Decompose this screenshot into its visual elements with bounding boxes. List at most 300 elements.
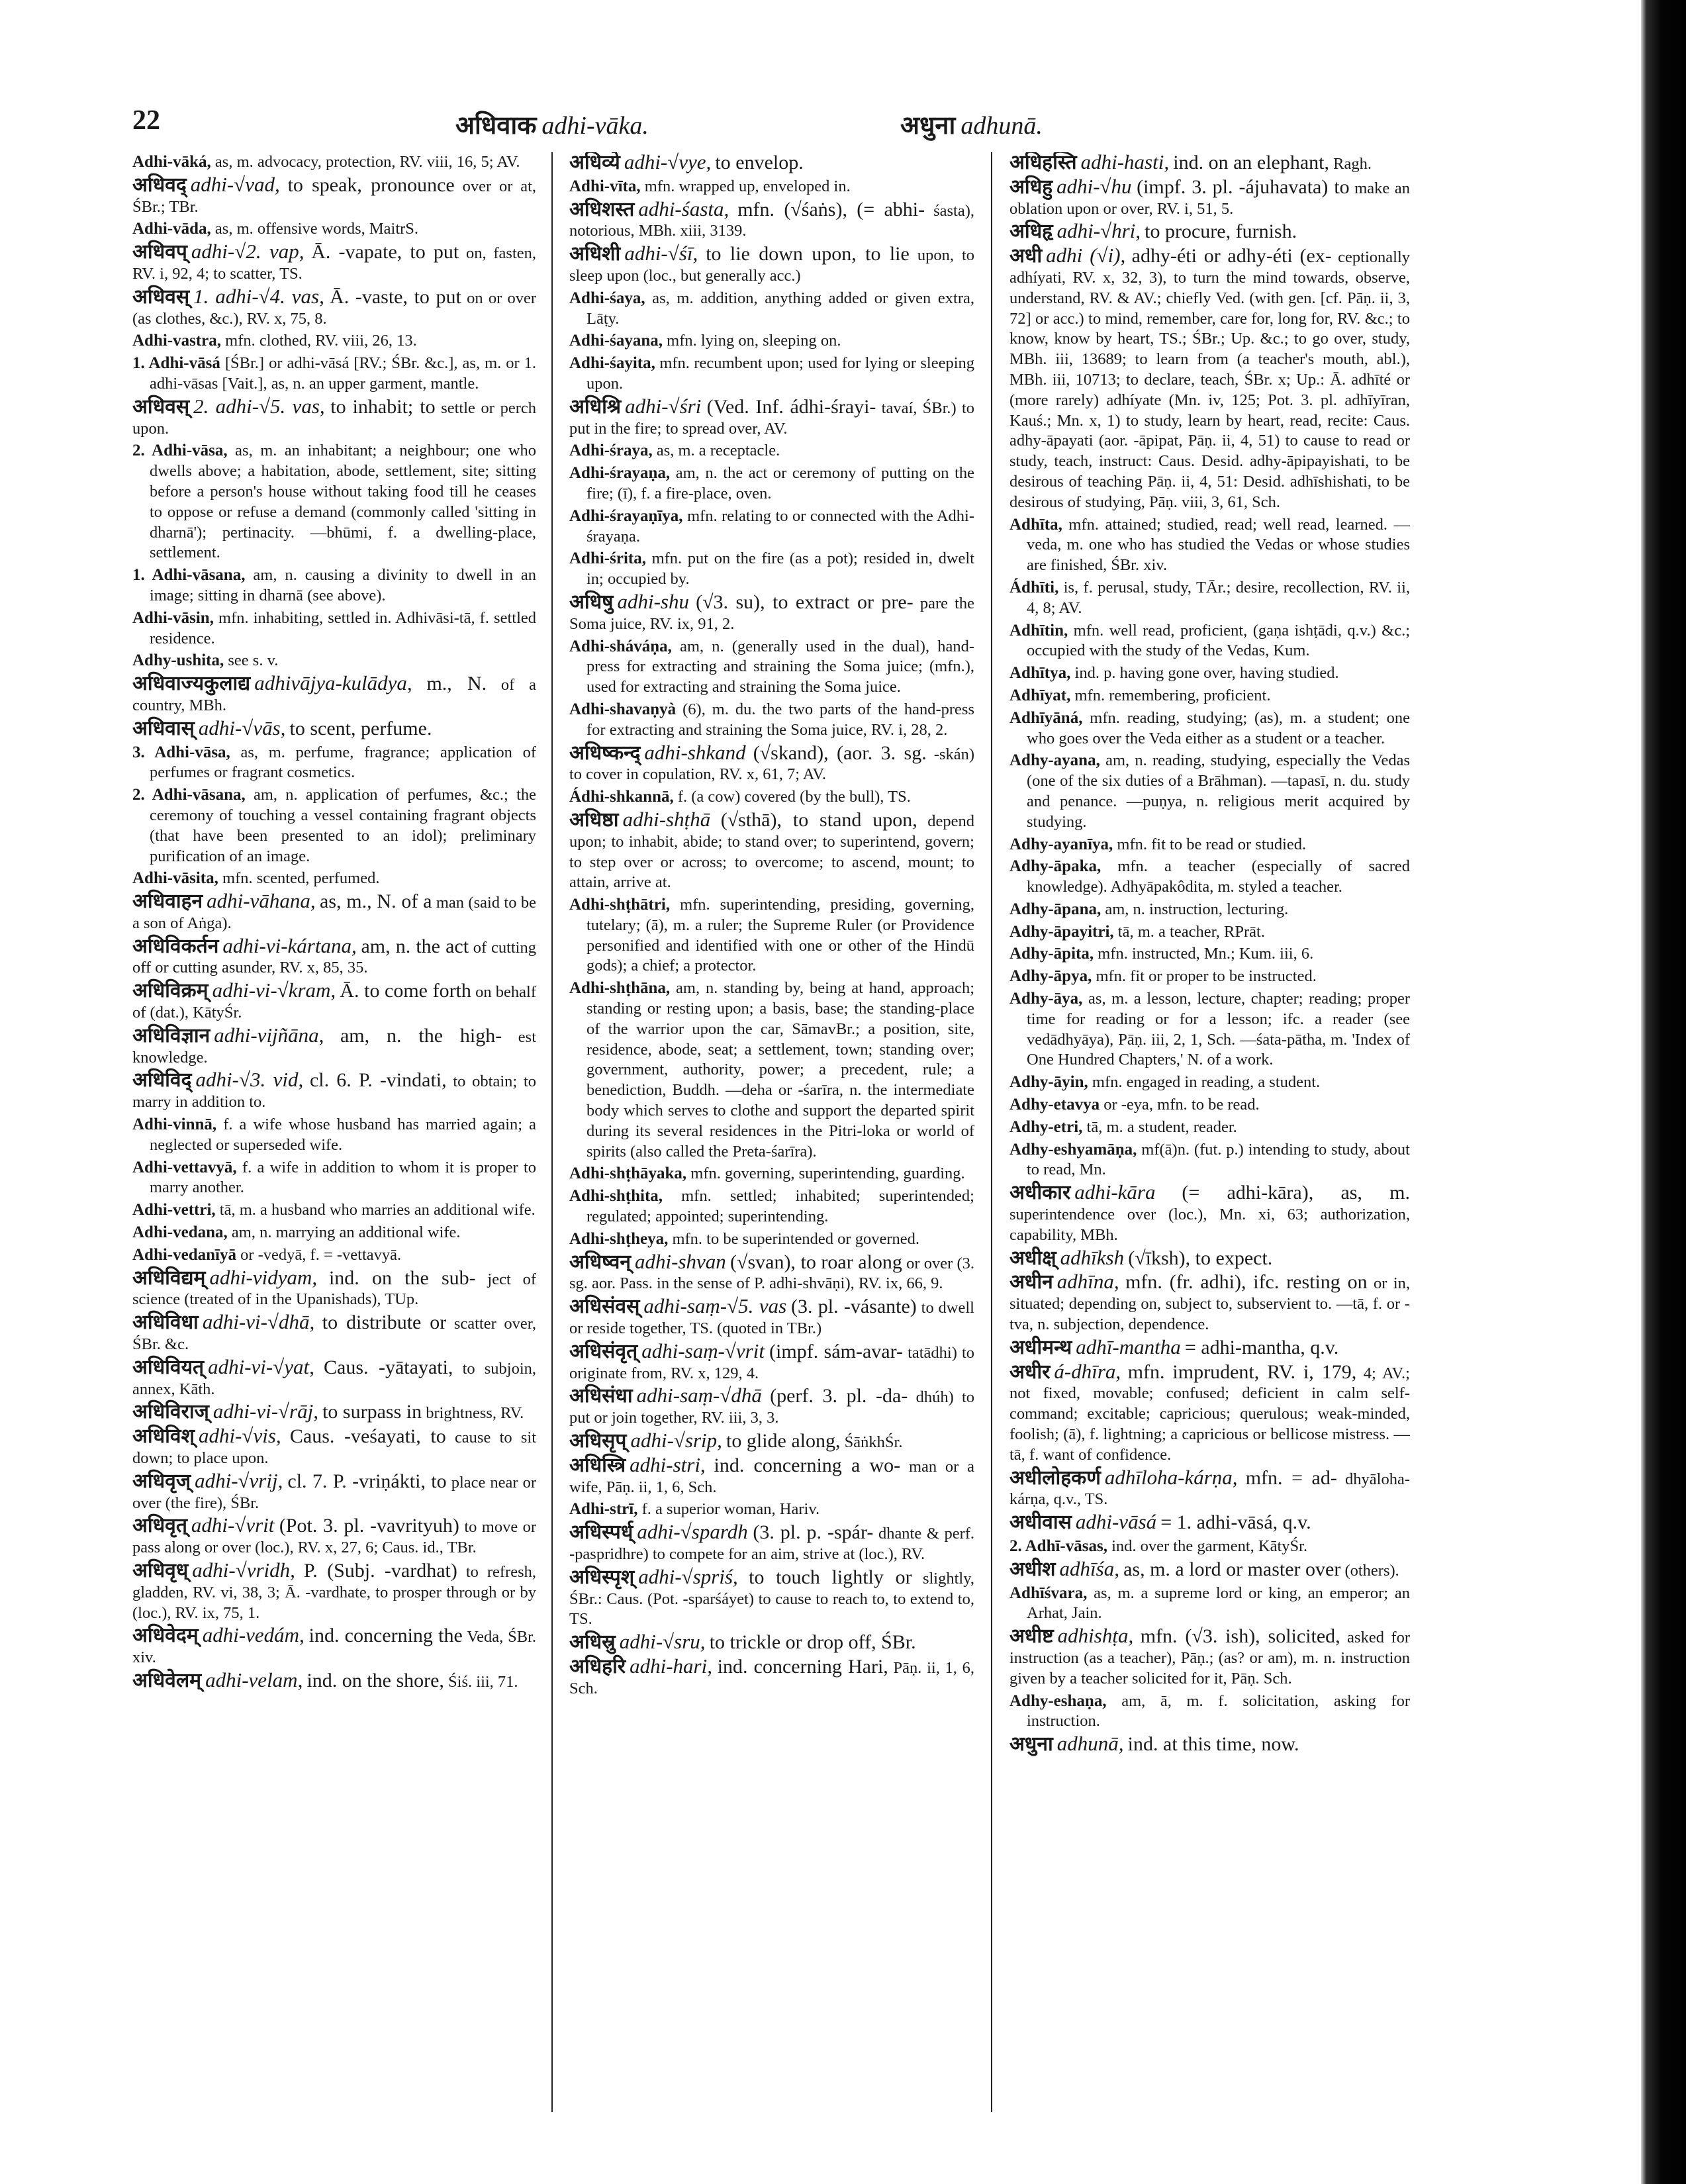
entry-continuation: Pāṇ. ii, 1, 6, Sch. [569, 1658, 974, 1697]
subentry-headword: Adhi-vāká, [132, 153, 211, 171]
entry-continuation: depend upon; to inhabit, abide; to stand over; to superintend, govern; to step over or across; to overcome; to ascend, mount; to attain, arrive at. [569, 812, 974, 892]
subentry [569, 1499, 974, 1520]
entry-definition: m., N. [426, 673, 487, 695]
devanagari-headword: अधिवेदम् [132, 1625, 199, 1647]
devanagari-headword: अधिविराज् [132, 1401, 209, 1423]
subentry-headword: Adhy-āpana, [1009, 900, 1101, 918]
transliterated-headword: adhi-vāhana, [207, 889, 316, 913]
entry-continuation: settle or perch upon. [132, 399, 536, 438]
entry-continuation: or in, situated; depending on, subject to, subservient to. —tā, f. or -tva, n. subjection, dependence. [1009, 1274, 1410, 1334]
subentry-text: mfn. governing, superintending, guarding. [690, 1164, 965, 1183]
subentry-headword: Adhi-shṭheya, [569, 1229, 669, 1248]
subentry-text: mfn. attained; studied, read; well read, learned. —veda, m. one who has studied the Vedas or whose studies are finished, ŚBr. xiv. [1027, 515, 1410, 575]
headword-entry [132, 1625, 536, 1668]
subentry-headword: Adhi-śaya, [569, 289, 645, 307]
column-3 [1009, 152, 1410, 2118]
headword-entry [132, 891, 536, 934]
subentry [1009, 1537, 1410, 1557]
subentry-text: ind. over the garment, KātyŚr. [1111, 1537, 1308, 1555]
subentry-headword: Adhy-āpaka, [1009, 857, 1101, 876]
devanagari-headword: अधिष्वन् [569, 1251, 632, 1273]
subentry-text: mfn. clothed, RV. viii, 26, 13. [225, 332, 417, 350]
devanagari-headword: अधी [1009, 245, 1043, 267]
headword-entry [569, 1386, 974, 1429]
transliterated-headword: adhi-vijñāna, [214, 1023, 324, 1047]
entry-definition: mfn. (√śaṅs), (= abhi- [737, 198, 925, 220]
entry-definition: am, n. the high- [340, 1024, 502, 1047]
subentry [132, 1200, 536, 1221]
subentry-text: as, m. an inhabitant; a neighbour; one who dwells above; a habitation, abode, settlement, site; sitting before a person's house without taking food till he ceases to oppose or refuse a demand (commonly called 'sitting in dharnā'); pertinacity. —bhūmi, f. a dwelling-place, settlement. [150, 442, 536, 562]
entry-continuation: dhyāloha-kárṇa, q.v., TS. [1009, 1470, 1410, 1509]
devanagari-headword: अधिवृज् [132, 1470, 191, 1492]
entry-definition: to distribute or [322, 1311, 447, 1334]
transliterated-headword: adhi-vi-√yat, [208, 1354, 314, 1378]
subentry [132, 869, 536, 889]
subentry-text: as, m. perfume, fragrance; application of perfumes or fragrant cosmetics. [150, 743, 536, 782]
devanagari-headword: अधिवियत् [132, 1356, 205, 1378]
entry-definition: ind. at this time, now. [1127, 1733, 1299, 1756]
subentry-text: f. a superior woman, Hariv. [641, 1500, 820, 1519]
transliterated-headword: adhīksh [1060, 1245, 1125, 1269]
subentry [132, 651, 536, 671]
subentry-headword: Adhītya, [1009, 664, 1071, 683]
devanagari-headword: अधिविकर्तन [132, 935, 219, 957]
entry-definition: to glide along, [726, 1430, 841, 1452]
headword-entry [569, 1249, 974, 1295]
entry-continuation: on behalf of (dat.), KātyŚr. [132, 983, 536, 1022]
entry-definition: (√sthā), to stand upon, [720, 808, 917, 831]
subentry [569, 549, 974, 590]
header-last-entry [900, 107, 1043, 142]
headword-entry [1009, 1182, 1410, 1245]
subentry-text: f. a wife whose husband has married again; a neglected or superseded wife. [150, 1116, 536, 1154]
entry-definition: (√īksh), to expect. [1128, 1247, 1273, 1269]
entry-continuation: to refresh, gladden, RV. vi, 38, 3; Ā. -vardhate, to prosper through or by (loc.), RV. ix, 75, 1. [132, 1563, 536, 1622]
headword-entry [1009, 221, 1410, 244]
devanagari-headword: अधिविद्यम् [132, 1266, 206, 1289]
entry-continuation: (others). [1344, 1561, 1399, 1580]
transliterated-headword: adhi-√hri, [1056, 219, 1141, 243]
devanagari-headword: अधिवृध् [132, 1560, 189, 1582]
subentry-headword: 3. Adhi-vāsa, [132, 743, 230, 761]
devanagari-headword: अधिसंधा [569, 1385, 633, 1407]
entry-definition: P. (Subj. -vardhat) [303, 1560, 457, 1582]
subentry-headword: 1. Adhi-vāsana, [132, 566, 246, 585]
subentry-headword: Adhy-āpita, [1009, 945, 1094, 963]
transliterated-headword: adhi-√3. vid, [195, 1068, 304, 1092]
transliterated-headword: adhi-saṃ-√vrit [641, 1339, 765, 1362]
transliterated-headword: adhi-vi-√kram, [212, 978, 336, 1002]
subentry [569, 441, 974, 461]
headword-entry [1009, 1465, 1410, 1511]
devanagari-headword: अधिवाज्यकुलाद्य [132, 673, 251, 695]
devanagari-headword: अधिविद् [132, 1069, 192, 1092]
subentry-headword: Adhīta, [1009, 515, 1062, 534]
subentry-headword: Adhy-ushita, [132, 651, 224, 670]
headword-entry [1009, 1337, 1410, 1360]
devanagari-headword: अधिसंवृत् [569, 1340, 638, 1362]
entry-definition: ind. on the shore, [306, 1669, 444, 1691]
devanagari-headword: अधीक्ष् [1009, 1247, 1056, 1269]
entry-continuation: Veda, ŚBr. xiv. [132, 1628, 536, 1667]
devanagari-headword: अधिस्रु [569, 1631, 616, 1654]
headword-entry [132, 1401, 536, 1424]
subentry [1009, 621, 1410, 662]
subentry-text: mfn. superintending, presiding, governing, tutelary; (ā), m. a ruler; the Supreme Ruler (or Providence personified and identified with one or other of the Hindū gods); a chief; a protector. [586, 896, 974, 975]
subentry-text: f. a wife in addition to whom it is proper to marry another. [150, 1158, 536, 1197]
subentry-headword: Adhy-etri, [1009, 1117, 1083, 1136]
devanagari-headword: अधिसंवस् [569, 1296, 640, 1318]
transliterated-headword: adhi-√vad, [190, 172, 280, 196]
transliterated-headword: 2. adhi-√5. vas, [193, 394, 325, 418]
subentry-headword: Adhi-vedana, [132, 1223, 228, 1242]
subentry-headword: Adhy-ayana, [1009, 751, 1100, 770]
entry-definition: mfn. (√3. ish), solicited, [1140, 1625, 1340, 1648]
entry-definition: to procure, furnish. [1145, 220, 1297, 243]
subentry [132, 152, 536, 173]
subentry [132, 743, 536, 784]
headword-entry [569, 589, 974, 635]
subentry-headword: Adhi-sháváṇa, [569, 637, 672, 655]
headword-entry [132, 172, 536, 218]
subentry [1009, 1095, 1410, 1116]
entry-definition: to surpass in [322, 1401, 422, 1423]
subentry-headword: Adhi-śrita, [569, 549, 646, 568]
subentry [1009, 922, 1410, 943]
devanagari-headword: अधीवास [1009, 1511, 1072, 1534]
subentry-headword: Adhy-etavya [1009, 1096, 1100, 1114]
headword-entry [1009, 1626, 1410, 1689]
headword-entry [1009, 1512, 1410, 1535]
entry-definition: (= adhi-kāra), as, m. [1182, 1182, 1410, 1204]
entry-continuation: ŚāṅkhŚr. [844, 1433, 903, 1452]
entry-definition: mfn. imprudent, RV. i, 179, [1127, 1360, 1357, 1383]
headword-entry [569, 807, 974, 893]
subentry-text: mfn. engaged in reading, a student. [1092, 1073, 1321, 1092]
headword-entry [132, 1354, 536, 1400]
entry-continuation: to obtain; to marry in addition to. [132, 1072, 536, 1112]
devanagari-headword: अधीमन्थ [1009, 1336, 1072, 1358]
headword-entry [132, 242, 536, 285]
headword-entry [569, 1296, 974, 1339]
entry-definition: Ā. to come forth [340, 980, 471, 1002]
subentry-text: see s. v. [228, 651, 279, 670]
subentry-text: mfn. remembering, proficient. [1074, 686, 1271, 704]
entry-definition: Ā. -vapate, to put [311, 241, 459, 263]
subentry-text: am, n. causing a divinity to dwell in an image; sitting in dharnā (see above). [150, 566, 536, 604]
subentry-text: tā, m. a husband who marries an additional wife. [219, 1201, 536, 1219]
transliterated-headword: adhi-vāsá [1075, 1510, 1157, 1534]
subentry [569, 463, 974, 504]
subentry [1009, 944, 1410, 965]
headword-entry [1009, 246, 1410, 512]
subentry-text: mfn. recumbent upon; used for lying or sleeping upon. [586, 354, 974, 393]
devanagari-headword: अधिशी [569, 243, 621, 265]
subentry-text: [ŚBr.] or adhi-vāsá [RV.; ŚBr. &c.], as, m. or 1. adhi-vāsas [Vait.], as, n. an upper garment, mantle. [150, 354, 536, 393]
subentry [132, 608, 536, 649]
entry-continuation: pare the Soma juice, RV. ix, 91, 2. [569, 594, 974, 633]
entry-continuation: upon, to sleep upon (loc., but generally acc.) [569, 246, 974, 285]
entry-continuation: make an oblation upon or over, RV. i, 51, 5. [1009, 179, 1410, 218]
subentry-headword: 2. Adhī-vāsas, [1009, 1537, 1107, 1555]
headword-entry [132, 1025, 536, 1068]
devanagari-headword: अधिविज्ञान [132, 1024, 211, 1047]
headword-entry [569, 152, 974, 175]
transliterated-headword: adhi-√hu [1056, 174, 1132, 198]
entry-continuation: on or over (as clothes, &c.), RV. x, 75, 8. [132, 289, 536, 328]
subentry [569, 787, 974, 808]
entry-continuation: of a country, MBh. [132, 676, 536, 714]
header-last-devanagari: अधुना [900, 112, 956, 140]
entry-definition: mfn. (fr. adhi), ifc. resting on [1125, 1271, 1368, 1294]
entry-definition: mfn. = ad- [1245, 1466, 1337, 1489]
entry-definition: adhy-éti or adhy-éti (ex- [1131, 245, 1332, 267]
subentry [1009, 663, 1410, 684]
headword-entry [569, 1656, 974, 1699]
headword-entry [132, 1070, 536, 1113]
entry-continuation: slightly, ŚBr.: Caus. (Pot. -sparśáyet) to cause to reach to, to extend to, TS. [569, 1569, 974, 1629]
subentry-headword: Adhi-strī, [569, 1500, 638, 1519]
subentry [569, 506, 974, 547]
devanagari-headword: अधीकार [1009, 1182, 1071, 1204]
subentry-headword: Adhi-vastra, [132, 332, 222, 350]
header-first-devanagari: अधिवाक [455, 112, 537, 140]
subentry-headword: 2. Adhi-vāsana, [132, 786, 246, 804]
transliterated-headword: adhi-√vridh, [192, 1558, 295, 1582]
entry-definition: = adhi-mantha, q.v. [1184, 1336, 1339, 1358]
transliterated-headword: adhi-velam, [205, 1668, 303, 1691]
subentry-text: am, n. the act or ceremony of putting on the fire; (ī), f. a fire-place, oven. [586, 464, 974, 502]
devanagari-headword: अधिवास् [132, 717, 195, 739]
devanagari-headword: अधिशस्त [569, 198, 635, 220]
headword-entry [569, 1632, 974, 1654]
headword-entry [569, 394, 974, 440]
headword-entry [569, 1564, 974, 1630]
subentry-headword: Adhi-vāda, [132, 220, 211, 238]
subentry [1009, 751, 1410, 832]
transliterated-headword: adhi-√śri [625, 394, 702, 418]
headword-entry [132, 933, 536, 979]
entry-definition: ind. on the sub- [328, 1266, 476, 1289]
subentry [569, 978, 974, 1162]
subentry-text: or -eya, mfn. to be read. [1103, 1096, 1260, 1114]
subentry-text: am, n. marrying an additional wife. [231, 1223, 461, 1242]
entry-definition: (impf. sám-avar- [769, 1340, 903, 1362]
entry-definition: to envelop. [715, 152, 804, 173]
subentry-headword: Adhi-vedanīyā [132, 1245, 236, 1264]
headword-entry [1009, 1359, 1410, 1466]
entry-definition: to trickle or drop off, ŚBr. [709, 1631, 916, 1654]
devanagari-headword: अधिहस्ति [1009, 152, 1077, 173]
entry-continuation: ceptionally adhíyati, RV. x, 32, 3), to turn the mind towards, observe, understand, RV. & AV.; chiefly Ved. (with gen. [cf. Pāṇ. ii, 3, 72] or acc.) to mind, remember, care for, long for, RV. &c.; to know, know by heart, TS.; ŚBr.; Up. &c.; to go over, study, MBh. iii, 13689; to learn from (a teacher's mouth, abl.), MBh. iii, 10713; to declare, teach, ŚBr. x; Up.: Ā. adhīté or (more rarely) adhíyate (Mn. iv, 125; Pot. 3. pl. adhīyīran, Kauś.; Mn. x, 1) to study, learn by heart, read, recite: Caus. adhy-āpayati (aor. -āpipat, Pāṇ. ii, 4, 51) to cause to read or study, teach, instruct: Caus. Desid. adhy-āpipayishati, to be desirous of teaching Pāṇ. ii, 4, 51: Desid. adhīshishati, to be desirous of studying, Pāṇ. viii, 3, 61, Sch. [1009, 248, 1410, 511]
column-2 [569, 152, 974, 2118]
transliterated-headword: adhi-shkand [644, 740, 746, 764]
subentry-headword: Adhi-vinnā, [132, 1116, 217, 1134]
entry-definition: Caus. -veśayati, to [289, 1425, 446, 1448]
subentry-text: am, n. reading, studying, especially the Vedas (one of the six duties of a Brāhman). —tapasī, n. du. study and penance. —puṇya, n. religious merit acquired by studying. [1027, 751, 1410, 831]
entry-definition: as, m. a lord or master over [1123, 1558, 1341, 1580]
entry-definition: ind. on an elephant, [1173, 152, 1330, 173]
devanagari-headword: अधीश [1009, 1558, 1056, 1580]
headword-entry [569, 244, 974, 287]
subentry-headword: Adhi-vāsin, [132, 608, 214, 627]
column-rule [551, 152, 553, 2112]
subentry [132, 219, 536, 240]
subentry-text: mfn. fit or proper to be instructed. [1096, 967, 1317, 986]
transliterated-headword: adhi-√2. vap, [191, 240, 304, 263]
entry-continuation: or over (3. sg. aor. Pass. in the sense of P. adhi-shvāṇi), RV. ix, 66, 9. [569, 1254, 974, 1293]
transliterated-headword: adhunā, [1056, 1732, 1124, 1756]
transliterated-headword: adhi-shvan [635, 1249, 726, 1273]
entry-continuation: place near or over (the fire), ŚBr. [132, 1473, 536, 1512]
subentry [569, 1229, 974, 1250]
transliterated-headword: adhi-√sru, [619, 1630, 706, 1654]
entry-continuation: asked for instruction (as a teacher), Pāṇ.; (as? or am), m. n. instruction given by a teacher solicited for it, Pāṇ. Sch. [1009, 1629, 1410, 1687]
entry-continuation: to move or pass along or over (loc.), RV. x, 27, 6; Caus. id., TBr. [132, 1518, 536, 1557]
headword-entry [1009, 1272, 1410, 1335]
subentry-headword: Adhi-śraya, [569, 442, 653, 460]
subentry-headword: Adhi-vettavyā, [132, 1158, 237, 1176]
headword-entry [132, 1515, 536, 1558]
subentry-text: mfn. a teacher (especially of sacred knowledge). Adhyāpakôdita, m. styled a teacher. [1027, 857, 1410, 896]
subentry [1009, 1072, 1410, 1093]
subentry [132, 331, 536, 352]
transliterated-headword: adhi-stri, [630, 1452, 706, 1476]
entry-continuation: ject of science (treated of in the Upanishads), TUp. [132, 1270, 536, 1309]
entry-continuation: over or at, ŚBr.; TBr. [132, 177, 536, 216]
transliterated-headword: á-dhīra, [1054, 1359, 1121, 1383]
subentry-text: or -vedyā, f. = -vettavyā. [240, 1245, 402, 1264]
entry-definition: am, n. the act [361, 935, 469, 957]
subentry-headword: Adhy-āpya, [1009, 967, 1092, 986]
entry-continuation: Ragh. [1333, 155, 1372, 173]
subentry-text: ind. p. having gone over, having studied. [1074, 664, 1339, 683]
page-number: 22 [132, 105, 160, 136]
entry-definition: cl. 6. P. -vindati, [309, 1069, 447, 1092]
subentry [1009, 1140, 1410, 1181]
subentry-text: am, ā, m. f. solicitation, asking for instruction. [1027, 1691, 1410, 1731]
subentry-headword: Adhi-śrayaṇa, [569, 464, 671, 483]
transliterated-headword: adhi-√spriś, [638, 1564, 738, 1588]
entry-definition: (perf. 3. pl. -da- [770, 1385, 908, 1407]
subentry [1009, 967, 1410, 987]
headword-entry [132, 1426, 536, 1469]
subentry-text: as, m. a lesson, lecture, chapter; reading; proper time for reading or for a lesson; ifc. a reader (see vedādhyāya), Pāṇ. iii, 2, 1, Sch. —śata-pātha, m. 'Index of One Hundred Chapters,' N. of a work. [1027, 990, 1410, 1069]
running-header [132, 99, 1410, 146]
headword-entry [132, 980, 536, 1023]
entry-continuation: Śiś. iii, 71. [448, 1672, 518, 1691]
entry-definition: (Pot. 3. pl. -vavrityuh) [279, 1515, 459, 1537]
headword-entry [1009, 1556, 1410, 1582]
subentry [1009, 1117, 1410, 1138]
subentry [1009, 835, 1410, 855]
subentry-headword: 2. Adhi-vāsa, [132, 442, 228, 460]
entry-definition: (impf. 3. pl. -ájuhavata) to [1137, 175, 1350, 198]
subentry [132, 1223, 536, 1243]
headword-entry [132, 284, 536, 330]
devanagari-headword: अधिश्रि [569, 395, 622, 418]
transliterated-headword: adhi-√srip, [630, 1429, 722, 1452]
subentry-text: am, n. (generally used in the dual), hand-press for extracting and straining the Soma juice; (mfn.), used for extracting and straining the Soma juice. [586, 637, 974, 696]
subentry [132, 1115, 536, 1156]
transliterated-headword: adhi-vidyam, [209, 1265, 318, 1289]
entry-continuation: superintendence over (loc.), Mn. xi, 63; authorization, capability, MBh. [1009, 1206, 1410, 1244]
headword-entry [569, 1431, 974, 1453]
subentry-headword: 1. Adhi-vāsá [132, 354, 220, 373]
transliterated-headword: adhīna, [1056, 1270, 1119, 1294]
subentry-text: mfn. relating to or connected with the Adhi-śrayaṇa. [586, 506, 974, 546]
entry-definition: to lie down upon, to lie [706, 243, 910, 265]
subentry-headword: Adhi-shṭhāna, [569, 979, 671, 998]
transliterated-headword: adhi-vi-√rāj, [212, 1400, 318, 1423]
subentry-headword: Adhīyat, [1009, 686, 1071, 704]
transliterated-headword: adhi-kāra [1074, 1180, 1156, 1204]
devanagari-headword: अधिहु [1009, 175, 1053, 198]
devanagari-headword: अधीष्ट [1009, 1625, 1054, 1648]
devanagari-headword: अधीन [1009, 1271, 1053, 1294]
entry-definition: cl. 7. P. -vriṇákti, to [287, 1470, 447, 1492]
transliterated-headword: adhi-vi-kártana, [222, 933, 357, 957]
entry-continuation: man (said to be a son of Aṅga). [132, 894, 536, 932]
transliterated-headword: adhi-hasti, [1080, 152, 1170, 173]
devanagari-headword: अधिस्पृश् [569, 1566, 635, 1588]
subentry-text: mfn. settled; inhabited; superintended; regulated; appointed; superintending. [586, 1187, 974, 1226]
transliterated-headword: adhi-vedám, [202, 1623, 304, 1647]
subentry-headword: Adhi-vīta, [569, 177, 641, 195]
entry-definition: ind. concerning Hari, [717, 1655, 888, 1678]
entry-definition: Ā. -vaste, to put [330, 285, 461, 308]
headword-entry [569, 740, 974, 786]
entry-continuation: dhante & perf. -paspridhre) to compete for an aim, strive at (loc.), RV. [569, 1525, 974, 1563]
transliterated-headword: adhi-√vye, [624, 152, 712, 173]
subentry-headword: Adhi-shavaṇyà [569, 700, 677, 718]
subentry [569, 331, 974, 352]
entry-continuation: of cutting off or cutting asunder, RV. x, 85, 35. [132, 938, 536, 977]
subentry [132, 565, 536, 606]
subentry [1009, 989, 1410, 1070]
dictionary-page [113, 99, 1410, 2125]
subentry-text: f. (a cow) covered (by the bull), TS. [677, 788, 911, 806]
devanagari-headword: अधिवप् [132, 241, 187, 263]
subentry [1009, 1584, 1410, 1625]
subentry-text: mfn. put on the fire (as a pot); resided in, dwelt in; occupied by. [586, 549, 974, 589]
subentry-headword: Adhītin, [1009, 621, 1068, 640]
transliterated-headword: adhi-√vās, [198, 716, 286, 739]
entry-definition: (3. pl. -vásante) [791, 1296, 917, 1318]
header-first-entry [455, 107, 649, 142]
subentry-text: mfn. well read, proficient, (gaṇa ishṭādi, q.v.) &c.; occupied with the study of the Vedas, Kum. [1027, 621, 1410, 660]
devanagari-headword: अधिवद् [132, 173, 187, 196]
entry-continuation: tatādhi) to originate from, RV. x, 129, 4. [569, 1343, 974, 1382]
subentry-headword: Adhy-āpayitri, [1009, 922, 1114, 941]
entry-definition: (√skand), (aor. 3. sg. [753, 741, 927, 764]
subentry [569, 177, 974, 197]
subentry-text: as, m. a receptacle. [656, 442, 780, 460]
subentry-headword: Ádhi-shkannā, [569, 788, 674, 806]
devanagari-headword: अधिस्त्रि [569, 1454, 626, 1476]
devanagari-headword: अधिहरि [569, 1655, 626, 1678]
subentry-headword: Adhi-shṭhātri, [569, 896, 671, 914]
subentry [132, 1245, 536, 1266]
subentry [1009, 686, 1410, 706]
transliterated-headword: adhishṭa, [1057, 1624, 1134, 1648]
devanagari-headword: अधिवस् [132, 395, 190, 418]
entry-continuation: cause to sit down; to place upon. [132, 1429, 536, 1468]
entry-continuation: on, fasten, RV. i, 92, 4; to scatter, TS. [132, 244, 536, 283]
entry-continuation: śasta), notorious, MBh. xiii, 3139. [569, 201, 974, 240]
subentry-headword: Adhi-shṭhāyaka, [569, 1164, 687, 1183]
transliterated-headword: adhi-hari, [630, 1654, 712, 1678]
